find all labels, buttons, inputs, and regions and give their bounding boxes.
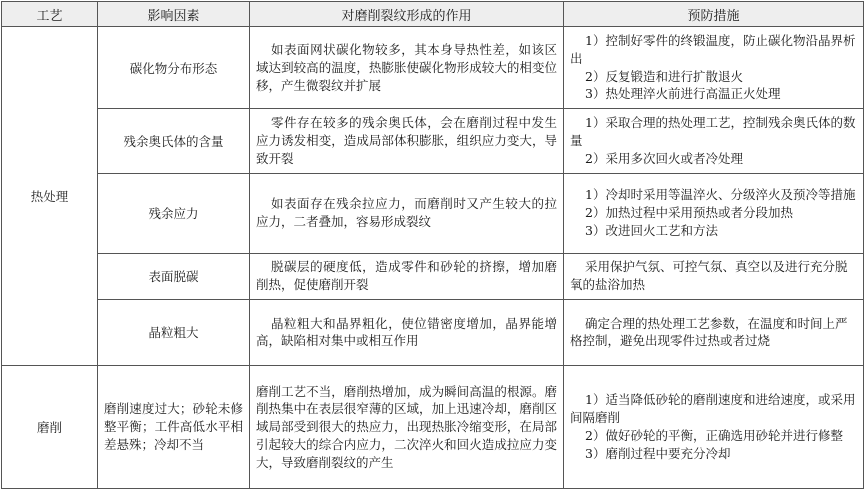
factor-cell: 碳化物分布形态 [98, 27, 250, 109]
measure-item: 2）采用多次回火或者冷处理 [585, 150, 743, 166]
measure-item: 3）热处理淬火前进行高温正火处理 [585, 86, 781, 102]
table-row [2, 365, 864, 488]
measure-item: 1）冷却时采用等温淬火、分级淬火及预冷等措施 [585, 187, 856, 203]
effect-cell [250, 365, 564, 488]
effect-text: 如表面网状碳化物较多，其本身导热性差，如该区域达到较高的温度，热膨胀使碳化物形成较大的相变位移，产生微裂纹并扩展 [256, 42, 557, 93]
measure-item: 1）采取合理的热处理工艺，控制残余奥氏体的数量 [570, 115, 856, 149]
table-row [2, 253, 864, 299]
measure-item: 1）适当降低砂轮的磨削速度和进给速度，或采用间隔磨削 [570, 392, 856, 426]
measure-item: 2）反复锻造和进行扩散退火 [585, 68, 743, 84]
header-row [2, 2, 864, 27]
measures-cell [564, 27, 864, 109]
measure-item: 确定合理的热处理工艺参数，在温度和时间上严格控制，避免出现零件过热或者过烧 [570, 315, 848, 349]
table-row [2, 173, 864, 253]
table-row [2, 27, 864, 109]
measure-item: 3）改进回火工艺和方法 [585, 222, 718, 238]
header-factor: 影响因素 [98, 2, 250, 27]
factor-cell: 表面脱碳 [98, 253, 250, 299]
header-process: 工艺 [2, 2, 98, 27]
factor-cell: 残余奥氏体的含量 [98, 109, 250, 173]
table-row [2, 299, 864, 365]
measure-item: 3）磨削过程中要充分冷却 [585, 445, 731, 461]
factor-cell: 晶粒粗大 [98, 299, 250, 365]
process-cell: 热处理 [2, 27, 98, 366]
effect-text: 晶粒粗大和晶界粗化，使位错密度增加，晶界能增高，缺陷相对集中或相互作用 [256, 315, 557, 349]
measures-cell [564, 109, 864, 173]
process-cell: 磨削 [2, 365, 98, 488]
effect-cell [250, 173, 564, 253]
effect-text: 脱碳层的硬度低，造成零件和砂轮的挤擦，增加磨削热，促使磨削开裂 [256, 259, 557, 293]
header-effect: 对磨削裂纹形成的作用 [250, 2, 564, 27]
measure-item: 2）做好砂轮的平衡，正确选用砂轮并进行修整 [585, 427, 843, 443]
effect-cell [250, 109, 564, 173]
grinding-crack-table [1, 1, 864, 489]
measure-item: 2）加热过程中采用预热或者分段加热 [585, 205, 793, 221]
measures-cell [564, 365, 864, 488]
effect-cell [250, 253, 564, 299]
measures-cell [564, 253, 864, 299]
measure-item: 1）控制好零件的终锻温度，防止碳化物沿晶界析出 [570, 33, 856, 66]
effect-cell [250, 27, 564, 109]
effect-text: 磨削工艺不当，磨削热增加，成为瞬间高温的根源。磨削热集中在表层很窄薄的区域，加上迅速冷却，磨削区域局部受到很大的热应力，出现热胀冷缩变形，在局部引起较大的综合内应力，二次淬火和回火造成拉应力变大，导致磨削裂纹的产生 [256, 383, 557, 470]
header-measures: 预防措施 [564, 2, 864, 27]
table-row [2, 109, 864, 173]
effect-text: 零件存在较多的残余奥氏体，会在磨削过程中发生应力诱发相变，造成局部体积膨胀，组织应力变大，导致开裂 [256, 115, 557, 166]
effect-text: 如表面存在残余拉应力，而磨削时又产生较大的拉应力，二者叠加，容易形成裂纹 [256, 196, 557, 230]
effect-cell [250, 299, 564, 365]
factor-cell: 磨削速度过大；砂轮未修整平衡；工件高低水平相差悬殊；冷却不当 [98, 365, 250, 488]
factor-cell: 残余应力 [98, 173, 250, 253]
measures-cell [564, 299, 864, 365]
measures-cell [564, 173, 864, 253]
measure-item: 采用保护气氛、可控气氛、真空以及进行充分脱氧的盐浴加热 [570, 259, 848, 293]
